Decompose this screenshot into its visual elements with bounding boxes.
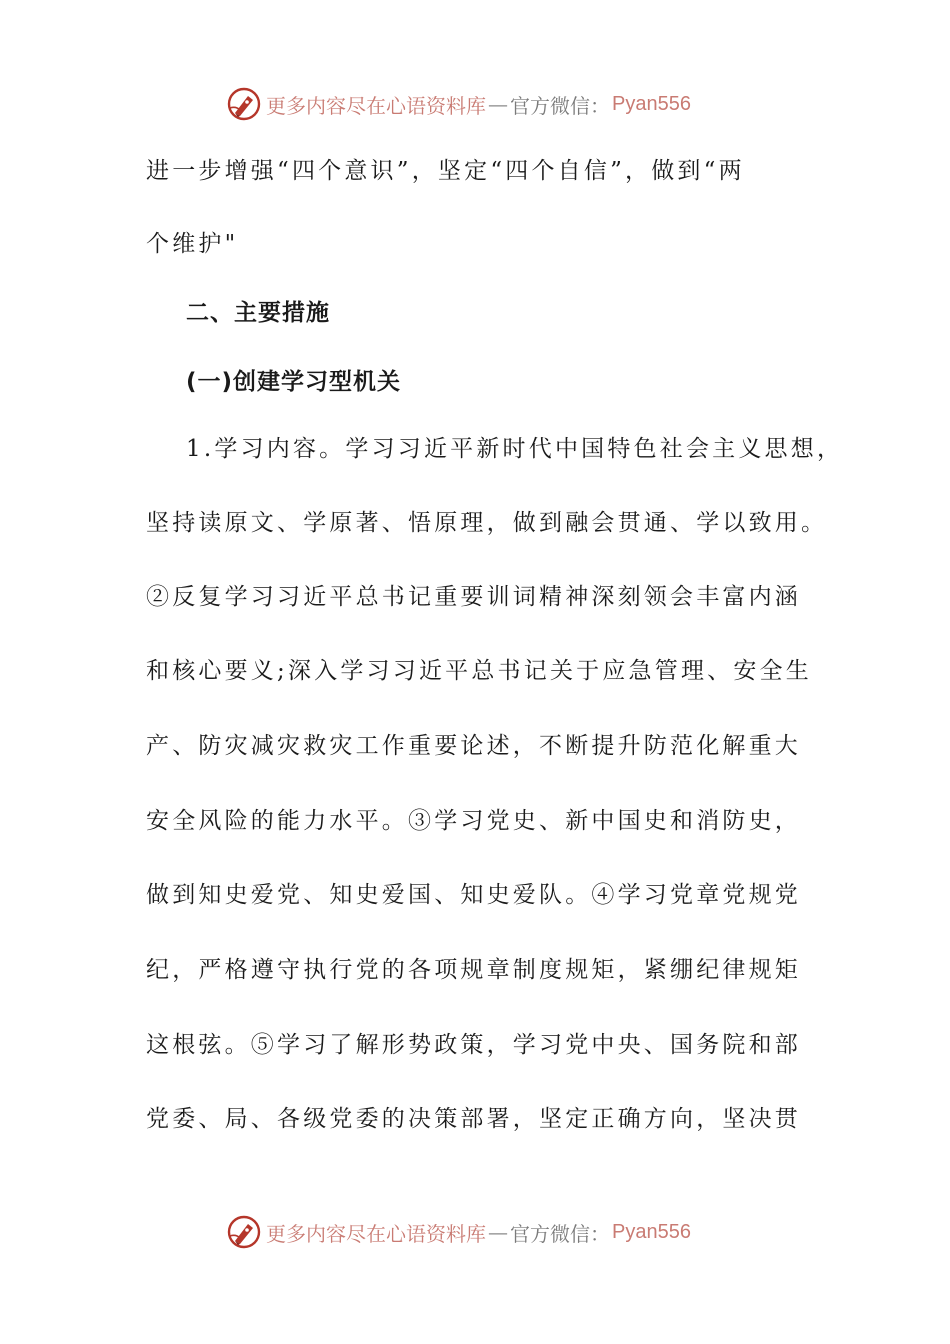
banner-wechat-id: Pyan556 [612,1220,691,1243]
banner-brand-text: 更多内容尽在心语资料库 [266,1221,486,1246]
body-line-2: 个维护" [146,231,239,257]
body-line-10: 安全风险的能力水平。③学习党史、新中国史和消防史， [146,808,801,834]
banner-official-label: 官方微信： [510,1221,610,1246]
body-line-5: 1.学习内容。学习习近平新时代中国特色社会主义思想， [186,436,844,462]
body-line-1: 进一步增强“四个意识”，坚定“四个自信”，做到“两 [146,158,745,184]
body-line-8: 和核心要义;深入学习习近平总书记关于应急管理、安全生 [146,658,812,684]
banner-wechat-id: Pyan556 [612,92,691,115]
footer-banner [226,1212,691,1252]
body-line-14: 党委、局、各级党委的决策部署，坚定正确方向，坚决贯 [146,1106,801,1132]
banner-official-label: 官方微信： [510,93,610,118]
body-line-11: 做到知史爱党、知史爱国、知史爱队。④学习党章党规党 [146,882,801,908]
body-line-9: 产、防灾减灾救灾工作重要论述，不断提升防范化解重大 [146,733,801,759]
body-line-12: 纪，严格遵守执行党的各项规章制度规矩，紧绷纪律规矩 [146,957,801,983]
banner-dash: — [488,92,508,116]
body-line-13: 这根弦。⑤学习了解形势政策，学习党中央、国务院和部 [146,1032,801,1058]
section-heading-main-measures: 二、主要措施 [186,300,330,326]
body-line-6: 坚持读原文、学原著、悟原理，做到融会贯通、学以致用。 [146,510,828,536]
banner-dash: — [488,1220,508,1244]
header-banner [226,84,691,124]
pen-nib-logo-icon [226,1214,262,1250]
body-line-7: ②反复学习习近平总书记重要训词精神深刻领会丰富内涵 [146,584,801,610]
subsection-heading-learning-organ: (一)创建学习型机关 [186,369,402,395]
banner-brand-text: 更多内容尽在心语资料库 [266,93,486,118]
pen-nib-logo-icon [226,86,262,122]
